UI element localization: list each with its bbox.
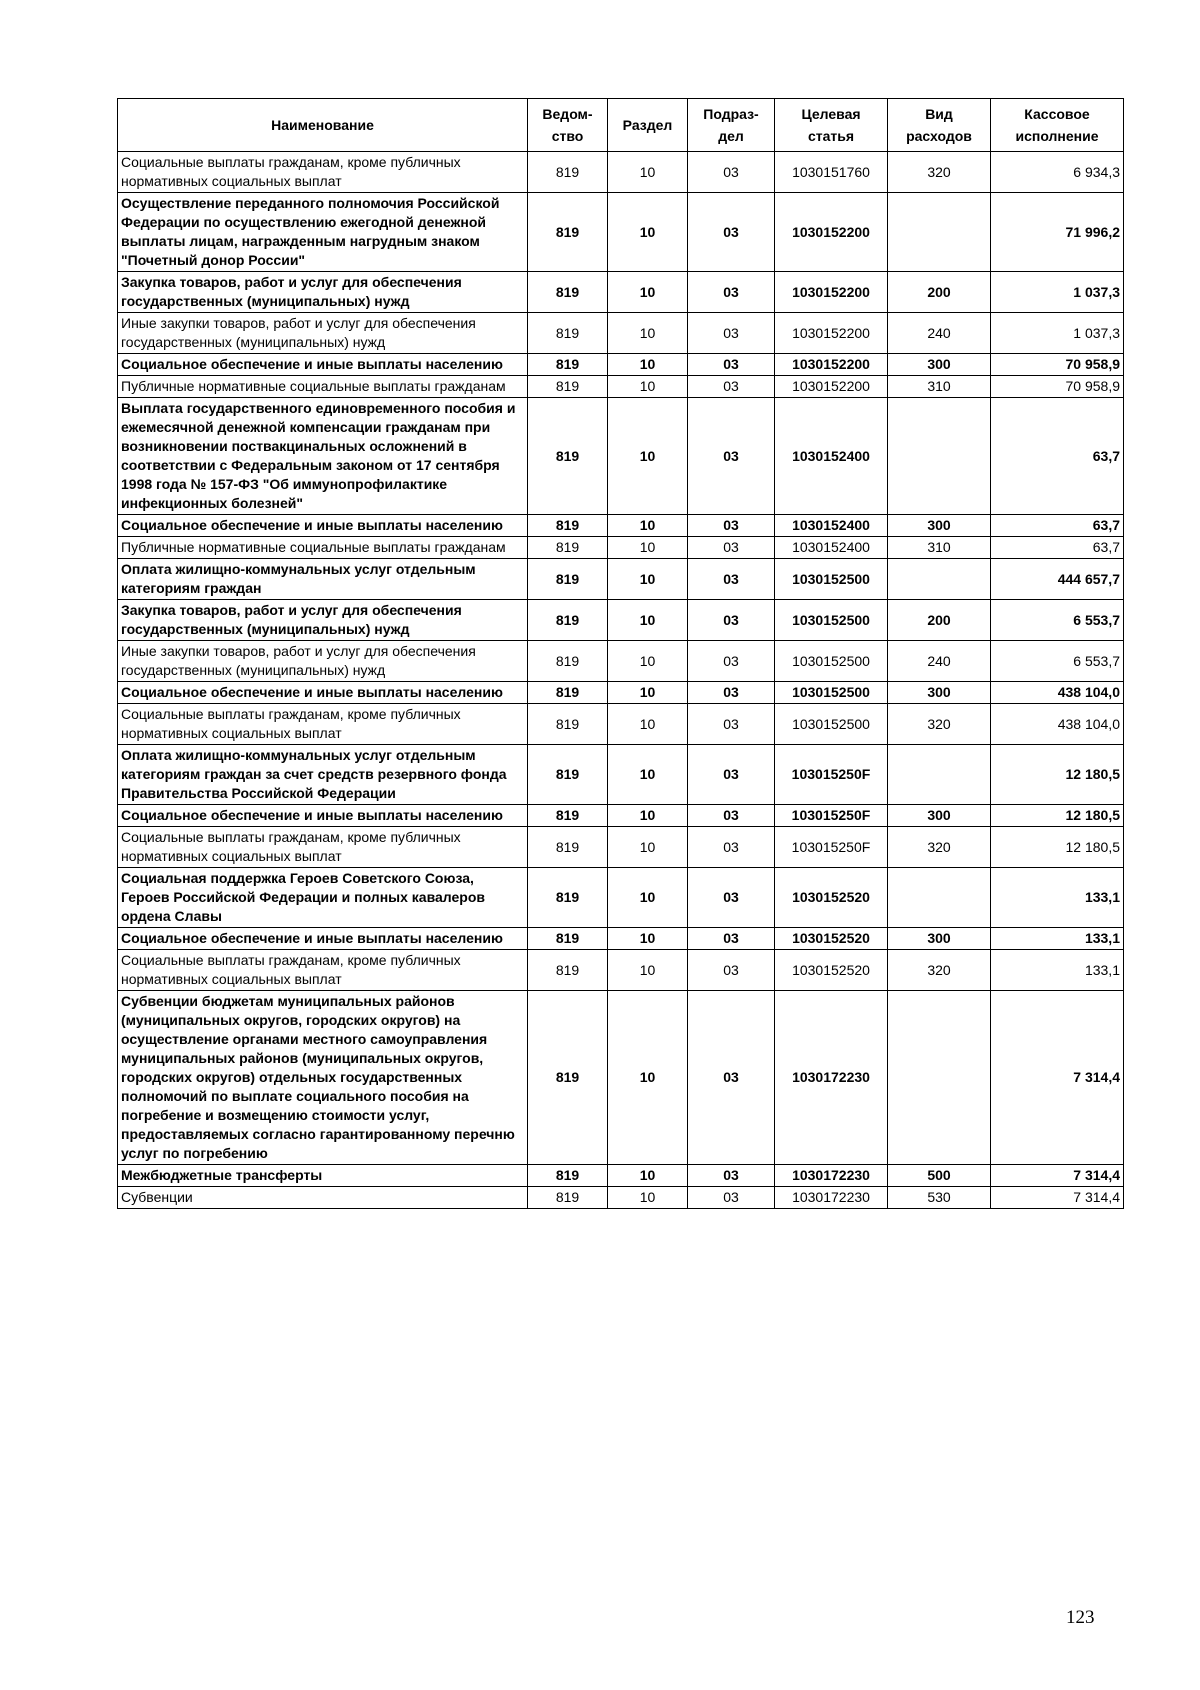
cell-kind: 300 xyxy=(888,805,991,827)
table-row xyxy=(118,152,1124,193)
table-row xyxy=(118,928,1124,950)
cell-target: 1030152500 xyxy=(775,641,888,682)
cell-total: 1 037,3 xyxy=(991,313,1124,354)
cell-total: 438 104,0 xyxy=(991,682,1124,704)
cell-target: 103015250F xyxy=(775,827,888,868)
cell-target: 1030152500 xyxy=(775,559,888,600)
cell-section: 10 xyxy=(608,745,688,805)
cell-name: Оплата жилищно-коммунальных услуг отдельным категориям граждан за счет средств резервного фонда Правительства Российской Федерации xyxy=(118,745,528,805)
cell-name: Закупка товаров, работ и услуг для обеспечения государственных (муниципальных) нужд xyxy=(118,272,528,313)
cell-subsection: 03 xyxy=(688,704,775,745)
cell-target: 1030152400 xyxy=(775,537,888,559)
cell-total: 12 180,5 xyxy=(991,745,1124,805)
cell-section: 10 xyxy=(608,950,688,991)
cell-total: 7 314,4 xyxy=(991,1187,1124,1209)
cell-name: Закупка товаров, работ и услуг для обеспечения государственных (муниципальных) нужд xyxy=(118,600,528,641)
cell-total: 7 314,4 xyxy=(991,1165,1124,1187)
cell-total: 63,7 xyxy=(991,515,1124,537)
cell-subsection: 03 xyxy=(688,950,775,991)
cell-subsection: 03 xyxy=(688,152,775,193)
cell-target: 103015250F xyxy=(775,745,888,805)
cell-kind: 320 xyxy=(888,827,991,868)
cell-dept: 819 xyxy=(528,950,608,991)
table-row xyxy=(118,1165,1124,1187)
cell-total: 71 996,2 xyxy=(991,193,1124,272)
cell-name: Социальные выплаты гражданам, кроме публичных нормативных социальных выплат xyxy=(118,950,528,991)
cell-target: 1030152520 xyxy=(775,868,888,928)
cell-kind: 500 xyxy=(888,1165,991,1187)
cell-target: 1030152520 xyxy=(775,928,888,950)
cell-total: 133,1 xyxy=(991,868,1124,928)
cell-kind: 300 xyxy=(888,354,991,376)
cell-section: 10 xyxy=(608,704,688,745)
cell-section: 10 xyxy=(608,805,688,827)
table-row xyxy=(118,704,1124,745)
cell-total: 12 180,5 xyxy=(991,805,1124,827)
cell-dept: 819 xyxy=(528,827,608,868)
cell-subsection: 03 xyxy=(688,827,775,868)
cell-kind: 240 xyxy=(888,641,991,682)
cell-subsection: 03 xyxy=(688,1165,775,1187)
table-row xyxy=(118,1187,1124,1209)
cell-name: Межбюджетные трансферты xyxy=(118,1165,528,1187)
cell-dept: 819 xyxy=(528,272,608,313)
cell-target: 1030152200 xyxy=(775,272,888,313)
table-row xyxy=(118,272,1124,313)
cell-section: 10 xyxy=(608,600,688,641)
cell-target: 1030152200 xyxy=(775,376,888,398)
cell-kind: 240 xyxy=(888,313,991,354)
cell-subsection: 03 xyxy=(688,193,775,272)
cell-subsection: 03 xyxy=(688,313,775,354)
cell-dept: 819 xyxy=(528,152,608,193)
cell-total: 6 553,7 xyxy=(991,641,1124,682)
cell-dept: 819 xyxy=(528,559,608,600)
cell-total: 7 314,4 xyxy=(991,991,1124,1165)
cell-kind: 320 xyxy=(888,152,991,193)
cell-section: 10 xyxy=(608,152,688,193)
cell-name: Субвенции xyxy=(118,1187,528,1209)
cell-section: 10 xyxy=(608,313,688,354)
cell-total: 6 553,7 xyxy=(991,600,1124,641)
cell-subsection: 03 xyxy=(688,868,775,928)
cell-subsection: 03 xyxy=(688,600,775,641)
cell-subsection: 03 xyxy=(688,1187,775,1209)
cell-dept: 819 xyxy=(528,682,608,704)
cell-target: 1030152200 xyxy=(775,354,888,376)
cell-target: 1030152500 xyxy=(775,704,888,745)
cell-total: 12 180,5 xyxy=(991,827,1124,868)
cell-name: Выплата государственного единовременного пособия и ежемесячной денежной компенсации гражданам при возникновении поствакцинальных осложнений в соответствии с Федеральным законом от 17 сентября 1998 года № 157-ФЗ "Об иммунопрофилактике инфекционных болезней" xyxy=(118,398,528,515)
cell-target: 1030152500 xyxy=(775,600,888,641)
cell-dept: 819 xyxy=(528,991,608,1165)
cell-section: 10 xyxy=(608,641,688,682)
cell-kind xyxy=(888,991,991,1165)
budget-table-container xyxy=(117,98,1123,1209)
table-body xyxy=(118,152,1124,1209)
cell-name: Оплата жилищно-коммунальных услуг отдельным категориям граждан xyxy=(118,559,528,600)
table-row xyxy=(118,641,1124,682)
cell-subsection: 03 xyxy=(688,559,775,600)
cell-target: 1030151760 xyxy=(775,152,888,193)
cell-kind: 310 xyxy=(888,376,991,398)
cell-total: 133,1 xyxy=(991,950,1124,991)
table-row xyxy=(118,682,1124,704)
cell-section: 10 xyxy=(608,559,688,600)
cell-name: Социальные выплаты гражданам, кроме публичных нормативных социальных выплат xyxy=(118,704,528,745)
cell-total: 70 958,9 xyxy=(991,376,1124,398)
table-row xyxy=(118,868,1124,928)
cell-name: Социальное обеспечение и иные выплаты населению xyxy=(118,805,528,827)
cell-target: 1030152520 xyxy=(775,950,888,991)
cell-subsection: 03 xyxy=(688,537,775,559)
cell-section: 10 xyxy=(608,193,688,272)
header-dept: Ведом- ство xyxy=(528,99,608,152)
cell-kind: 300 xyxy=(888,682,991,704)
cell-dept: 819 xyxy=(528,868,608,928)
cell-total: 444 657,7 xyxy=(991,559,1124,600)
header-total: Кассовое исполнение xyxy=(991,99,1124,152)
cell-kind: 310 xyxy=(888,537,991,559)
cell-target: 103015250F xyxy=(775,805,888,827)
cell-section: 10 xyxy=(608,928,688,950)
cell-section: 10 xyxy=(608,682,688,704)
cell-subsection: 03 xyxy=(688,398,775,515)
cell-target: 1030152400 xyxy=(775,398,888,515)
cell-dept: 819 xyxy=(528,313,608,354)
cell-dept: 819 xyxy=(528,745,608,805)
cell-name: Социальное обеспечение и иные выплаты населению xyxy=(118,682,528,704)
cell-name: Публичные нормативные социальные выплаты гражданам xyxy=(118,537,528,559)
header-subsection: Подраз- дел xyxy=(688,99,775,152)
header-target: Целевая статья xyxy=(775,99,888,152)
cell-dept: 819 xyxy=(528,515,608,537)
cell-total: 70 958,9 xyxy=(991,354,1124,376)
cell-section: 10 xyxy=(608,515,688,537)
cell-kind xyxy=(888,745,991,805)
cell-kind: 200 xyxy=(888,272,991,313)
cell-name: Социальное обеспечение и иные выплаты населению xyxy=(118,515,528,537)
cell-total: 63,7 xyxy=(991,398,1124,515)
cell-section: 10 xyxy=(608,272,688,313)
cell-dept: 819 xyxy=(528,704,608,745)
cell-kind: 300 xyxy=(888,515,991,537)
cell-kind xyxy=(888,559,991,600)
cell-subsection: 03 xyxy=(688,641,775,682)
cell-total: 1 037,3 xyxy=(991,272,1124,313)
table-row xyxy=(118,193,1124,272)
cell-kind: 200 xyxy=(888,600,991,641)
cell-section: 10 xyxy=(608,537,688,559)
cell-name: Социальное обеспечение и иные выплаты населению xyxy=(118,928,528,950)
table-row xyxy=(118,515,1124,537)
table-row xyxy=(118,376,1124,398)
cell-dept: 819 xyxy=(528,1187,608,1209)
table-row xyxy=(118,745,1124,805)
cell-section: 10 xyxy=(608,827,688,868)
cell-name: Публичные нормативные социальные выплаты гражданам xyxy=(118,376,528,398)
table-row xyxy=(118,950,1124,991)
table-row xyxy=(118,313,1124,354)
cell-total: 63,7 xyxy=(991,537,1124,559)
cell-dept: 819 xyxy=(528,398,608,515)
cell-kind xyxy=(888,868,991,928)
cell-kind: 320 xyxy=(888,704,991,745)
cell-name: Социальное обеспечение и иные выплаты населению xyxy=(118,354,528,376)
cell-dept: 819 xyxy=(528,193,608,272)
cell-target: 1030152500 xyxy=(775,682,888,704)
cell-subsection: 03 xyxy=(688,354,775,376)
cell-section: 10 xyxy=(608,991,688,1165)
cell-dept: 819 xyxy=(528,1165,608,1187)
cell-kind: 530 xyxy=(888,1187,991,1209)
cell-section: 10 xyxy=(608,1187,688,1209)
header-section: Раздел xyxy=(608,99,688,152)
cell-target: 1030152200 xyxy=(775,313,888,354)
cell-section: 10 xyxy=(608,354,688,376)
cell-name: Иные закупки товаров, работ и услуг для обеспечения государственных (муниципальных) нужд xyxy=(118,313,528,354)
page-number: 123 xyxy=(1066,1607,1095,1628)
table-row xyxy=(118,827,1124,868)
cell-name: Осуществление переданного полномочия Российской Федерации по осуществлению ежегодной денежной выплаты лицам, награжденным нагрудным знаком "Почетный донор России" xyxy=(118,193,528,272)
cell-target: 1030172230 xyxy=(775,991,888,1165)
cell-total: 133,1 xyxy=(991,928,1124,950)
cell-subsection: 03 xyxy=(688,991,775,1165)
header-name: Наименование xyxy=(118,99,528,152)
cell-section: 10 xyxy=(608,376,688,398)
table-row xyxy=(118,537,1124,559)
cell-subsection: 03 xyxy=(688,682,775,704)
cell-subsection: 03 xyxy=(688,805,775,827)
cell-name: Социальная поддержка Героев Советского Союза, Героев Российской Федерации и полных кавалеров ордена Славы xyxy=(118,868,528,928)
cell-dept: 819 xyxy=(528,376,608,398)
cell-dept: 819 xyxy=(528,537,608,559)
cell-subsection: 03 xyxy=(688,745,775,805)
cell-total: 6 934,3 xyxy=(991,152,1124,193)
table-row xyxy=(118,354,1124,376)
cell-target: 1030172230 xyxy=(775,1165,888,1187)
cell-subsection: 03 xyxy=(688,272,775,313)
cell-section: 10 xyxy=(608,868,688,928)
cell-dept: 819 xyxy=(528,354,608,376)
table-row xyxy=(118,991,1124,1165)
cell-subsection: 03 xyxy=(688,928,775,950)
table-row xyxy=(118,805,1124,827)
cell-dept: 819 xyxy=(528,641,608,682)
cell-target: 1030152400 xyxy=(775,515,888,537)
cell-name: Социальные выплаты гражданам, кроме публичных нормативных социальных выплат xyxy=(118,152,528,193)
cell-name: Иные закупки товаров, работ и услуг для обеспечения государственных (муниципальных) нужд xyxy=(118,641,528,682)
cell-target: 1030152200 xyxy=(775,193,888,272)
cell-kind xyxy=(888,193,991,272)
cell-section: 10 xyxy=(608,398,688,515)
cell-total: 438 104,0 xyxy=(991,704,1124,745)
cell-dept: 819 xyxy=(528,928,608,950)
cell-subsection: 03 xyxy=(688,515,775,537)
budget-table xyxy=(117,98,1124,1209)
cell-name: Социальные выплаты гражданам, кроме публичных нормативных социальных выплат xyxy=(118,827,528,868)
table-row xyxy=(118,398,1124,515)
cell-section: 10 xyxy=(608,1165,688,1187)
cell-kind: 300 xyxy=(888,928,991,950)
table-row xyxy=(118,600,1124,641)
cell-kind: 320 xyxy=(888,950,991,991)
cell-kind xyxy=(888,398,991,515)
cell-name: Субвенции бюджетам муниципальных районов (муниципальных округов, городских округов) на осуществление органами местного самоуправления муниципальных районов (муниципальных округов, городских округов) отдельных государственных полномочий по выплате социального пособия на погребение и возмещению стоимости услуг, предоставляемых согласно гарантированному перечню услуг по погребению xyxy=(118,991,528,1165)
table-header-row xyxy=(118,99,1124,152)
cell-dept: 819 xyxy=(528,805,608,827)
cell-dept: 819 xyxy=(528,600,608,641)
cell-subsection: 03 xyxy=(688,376,775,398)
table-row xyxy=(118,559,1124,600)
cell-target: 1030172230 xyxy=(775,1187,888,1209)
header-kind: Вид расходов xyxy=(888,99,991,152)
